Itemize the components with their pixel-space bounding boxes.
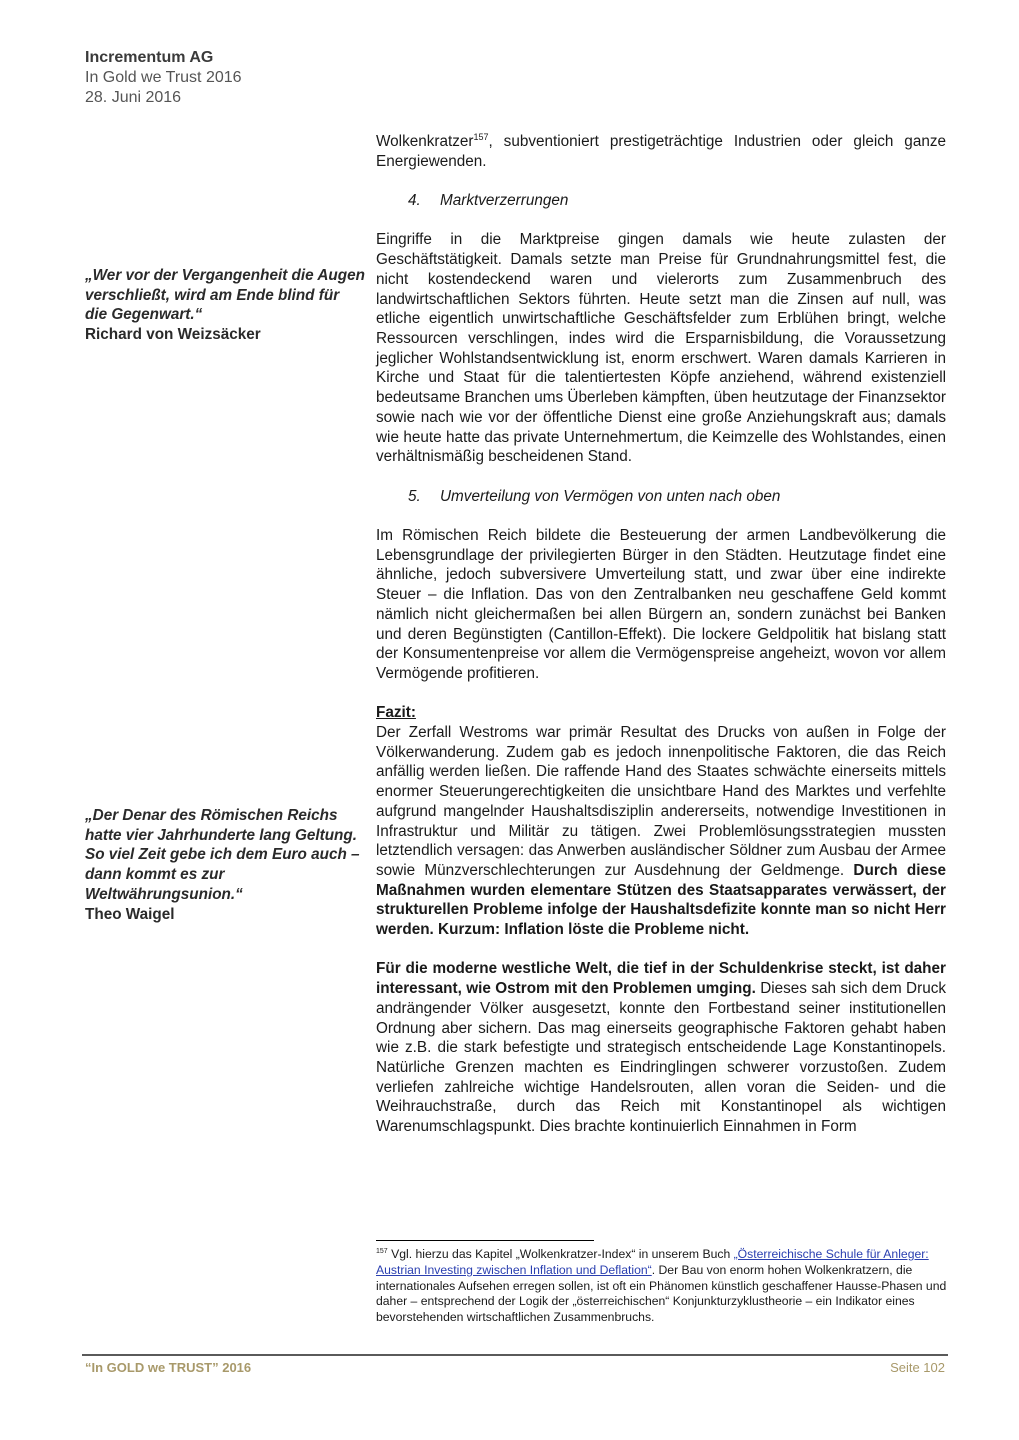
quote-text: „Wer vor der Vergangenheit die Augen verschließt, wird am Ende blind für die Gegenwart.“ [85, 267, 365, 324]
paragraph: Wolkenkratzer$^{157}$, subventioniert prestigeträchtige Industrien oder gleich ganze Energiewenden. [376, 131, 946, 170]
page-number: Seite 102 [890, 1360, 945, 1375]
publication-date: 28. Juni 2016 [85, 89, 182, 106]
paragraph: Im Römischen Reich bildete die Besteuerung der armen Landbevölkerung die Lebensgrundlage der privilegierten Bürger in den Städten. Heutzutage findet eine ähnliche, jedoch subversivere Umverteilung statt, und zwar über eine indirekte Steuer – die Inflation. Das von den Zentralbanken neu geschaffene Geld kommt nämlich nicht gleichermaßen bei allen Bürgern an, sondern zunächst bei Banken und deren Begünstigten (Cantillon-Effekt). Die lockere Geldpolitik hat bislang statt der Konsumentenpreise vor allem die Vermögenspreise angeheizt, wovon vor allem Vermögende profitieren. [376, 527, 946, 682]
paragraph: Eingriffe in die Marktpreise gingen damals wie heute zulasten der Geschäftstätigkeit. Damals setzte man Preise für Grundnahrungsmittel fest, die nicht kostendeckend waren und vielerorts zum Zusammenbruch des landwirtschaftlichen Sektors führten. Heute setzt man die Zinsen auf null, was etliche eigentlich unwirtschaftliche Geschäftsfelder zum Erblühen bringt, welche Ressourcen verschlingen, indes wird die Ersparnisbildung, die Voraussetzung jeglicher Wohlstandsentwicklung ist, enorm erschwert. Waren damals Karrieren in Kirche und Staat für die talentiertesten Köpfe anziehend, während existenziell bedeutsame Branchen ums Überleben kämpften, üben heutzutage der Finanzsektor sowie nach wie vor der öffentliche Dienst eine große Anziehungskraft aus; damals wie heute hatte das private Unternehmertum, die Keimzelle des Wohlstandes, einen verhältnismäßig bescheidenen Stand. [376, 231, 946, 466]
paragraph: Für die moderne westliche Welt, die tief in der Schuldenkrise steckt, ist daher interessant, wie Ostrom mit den Problemen umging. Dieses sah sich dem Druck andrängender Völker ausgesetzt, konnte den Fortbestand seiner institutionellen Ordnung aber sichern. Das mag einerseits geographische Faktoren gehabt haben wie z.B. die stark befestigte und strategisch entscheidende Lage Konstantinopels. Natürliche Grenzen machten es Eindringlingen schwerer vorzustoßen. Zudem verliefen zahlreiche wichtige Handelsrouten, allen voran die Seiden- und die Weihrauchstraße, durch das Reich mit Konstantinopel als wichtigen Warenumschlagspunkt. Dies brachte kontinuierlich Einnahmen in Form [376, 960, 947, 1136]
sidebar-quote [85, 266, 365, 345]
fazit-heading: Fazit: [376, 704, 416, 722]
footer-publication: “In GOLD we TRUST” 2016 [85, 1360, 252, 1375]
paragraph: Der Zerfall Westroms war primär Resultat des Drucks von außen in Folge der Völkerwanderung. Zudem gab es jedoch innenpolitische Faktoren, die das Reich anfällig werden ließen. Die raffende Hand des Staates schwächte einerseits mittels enormer Steuerungerechtigkeiten die unsichtbare Hand des Marktes und verfehlte aufgrund mangelnder Haushaltsdisziplin andererseits, notwendige Investitionen in Infrastruktur und Militär zu tätigen. Zwei Problemlösungsstrategien mussten letztendlich versagen: das Anwerben ausländischer Söldner zum Ausbau der Armee sowie Münzverschlechterungen zur Ausdehnung der Geldmenge. Durch diese Maßnahmen wurden elementare Stützen des Staatsapparates verwässert, der strukturellen Probleme infolge der Haushaltsdefizite konnte man so nicht Herr werden. Kurzum: Inflation löste die Probleme nicht. [376, 724, 947, 939]
company-name: Incrementum AG [85, 49, 214, 66]
footnote-divider [376, 1240, 594, 1241]
section-heading-5: 5. Umverteilung von Vermögen von unten nach oben [408, 487, 781, 505]
book-link[interactable]: „Österreichische Schule für Anleger: Austrian Investing zwischen Inflation und Deflation“ [376, 1247, 929, 1277]
quote-text: „Der Denar des Römischen Reichs hatte vier Jahrhunderte lang Geltung. So viel Zeit gebe ich dem Euro auch – dann kommt es zur Weltwährungsunion.“ [85, 807, 360, 903]
footnote-ref[interactable]: 157 [473, 131, 489, 142]
quote-author: Theo Waigel [85, 905, 175, 923]
main-text [376, 132, 946, 1137]
sidebar-quote [85, 806, 365, 924]
footnote: $^{157}$ Vgl. hierzu das Kapitel „Wolkenkratzer-Index“ in unserem Buch „Österreichische Schule für Anleger: Austrian Investing zwischen Inflation und Deflation“. Der Bau von enorm hohen Wolkenkratzern, die internationales Aufsehen erregen sollen, ist oft ein Phänomen künstlich geschaffener Hausse-Phasen und daher – entsprechend der Logik der „österreichischen“ Konjunkturzyklustheorie – ein Indikator eines bevorstehenden wirtschaftlichen Zusammenbruchs. [376, 1247, 947, 1325]
footer-divider [82, 1354, 948, 1356]
footnote-number: 157 [376, 1247, 388, 1255]
page-header [85, 48, 242, 108]
section-heading-4: 4. Marktverzerrungen [408, 192, 569, 210]
publication-title: In Gold we Trust 2016 [85, 69, 242, 86]
quote-author: Richard von Weizsäcker [85, 326, 261, 344]
